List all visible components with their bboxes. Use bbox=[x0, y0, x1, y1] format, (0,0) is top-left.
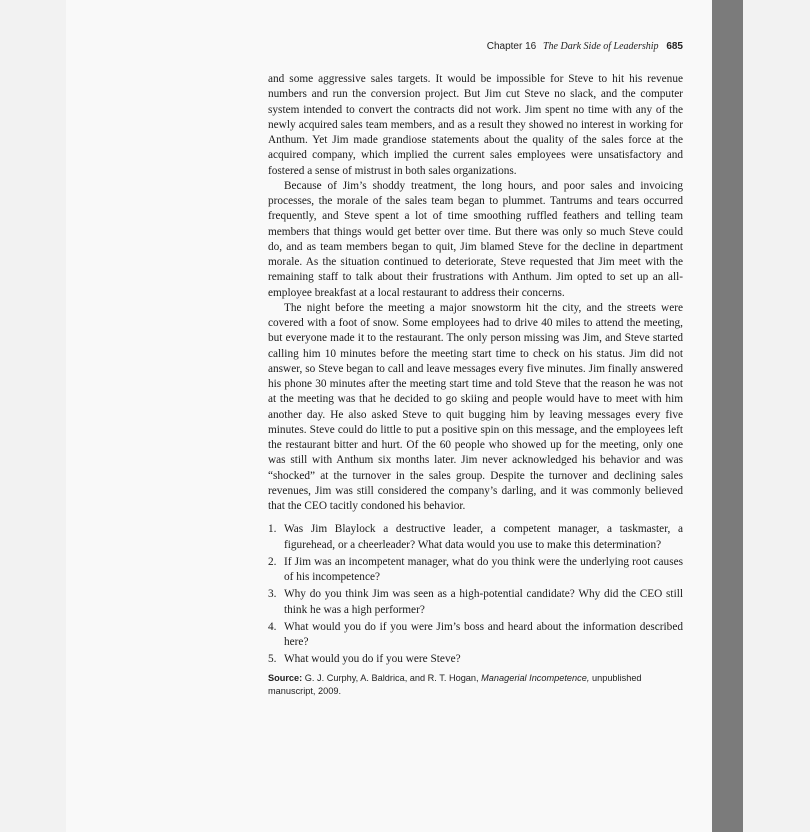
source-label: Source: bbox=[268, 672, 303, 683]
chapter-title: The Dark Side of Leadership bbox=[542, 41, 659, 52]
source-authors: G. J. Curphy, A. Baldrica, and R. T. Hogan, bbox=[304, 672, 479, 683]
question-item bbox=[268, 587, 683, 618]
question-item bbox=[268, 620, 683, 651]
question-number: 3. bbox=[268, 588, 277, 601]
question-item bbox=[268, 652, 683, 667]
question-text: What would you do if you were Steve? bbox=[284, 653, 461, 666]
question-number: 5. bbox=[268, 653, 277, 666]
question-text: Why do you think Jim was seen as a high-potential candidate? Why did the CEO still think he was a high performer? bbox=[284, 588, 683, 616]
question-text: What would you do if you were Jim’s boss and heard about the information described here? bbox=[284, 620, 683, 648]
question-text: Was Jim Blaylock a destructive leader, a competent manager, a taskmaster, a figurehead, or a cheerleader? What data would you use to make this determination? bbox=[284, 523, 683, 551]
chapter-label: Chapter 16 bbox=[486, 41, 537, 52]
page-body bbox=[268, 72, 683, 698]
paragraph: and some aggressive sales targets. It would be impossible for Steve to hit his revenue numbers and run the conversion project. But Jim cut Steve no slack, and the computer system intended to convert the contracts did not work. Jim spent no time with any of the newly acquired sales team members, and as a result they showed no interest in working for Anthum. Yet Jim made grandiose statements about the quality of the sales force at the acquired company, which implied the current sales employees were unsatisfactory and fostered a sense of mistrust in both sales organizations. bbox=[268, 73, 683, 177]
question-number: 2. bbox=[268, 555, 277, 568]
discussion-questions bbox=[268, 522, 683, 667]
paragraph: Because of Jim’s shoddy treatment, the long hours, and poor sales and invoicing processes, the morale of the sales team began to plummet. Tantrums and tears occurred frequently, and Steve spent a lot of time smoothing ruffled feathers and telling team members that things would get better over time. But there was only so much Steve could do, and as team members began to quit, Jim blamed Steve for the decline in department morale. As the situation continued to deteriorate, Steve requested that Jim meet with the remaining staff to talk about their frustrations with Anthum. Jim opted to set up an all-employee breakfast at a local restaurant to address their concerns. bbox=[268, 179, 683, 299]
source-citation bbox=[268, 672, 683, 698]
page-edge-shadow bbox=[712, 0, 743, 832]
running-header bbox=[268, 41, 683, 52]
question-item bbox=[268, 522, 683, 553]
paragraph: The night before the meeting a major snowstorm hit the city, and the streets were covered with a foot of snow. Some employees had to drive 40 miles to attend the meeting, but everyone made it to the restaurant. The only person missing was Jim, and Steve started calling him 10 minutes before the meeting start time to check on his status. Jim did not answer, so Steve began to call and leave messages every five minutes. Jim finally answered his phone 30 minutes after the meeting start time and told Steve that the reason he was not at the meeting was that he decided to go skiing and people would have to meet with him another day. He also asked Steve to quit bugging him by leaving messages every five minutes. Steve could do little to put a positive spin on this message, and the employees left the restaurant bitter and hurt. Of the 60 people who showed up for the meeting, only one was still with Anthum six months later. Jim never acknowledged his behavior and was “shocked” at the turnover in the sales group. Despite the turnover and declining sales revenues, Jim was still considered the company’s darling, and it was commonly believed that the CEO tacitly condoned his behavior. bbox=[268, 301, 683, 512]
question-number: 4. bbox=[268, 620, 277, 633]
question-text: If Jim was an incompetent manager, what do you think were the underlying root causes of his incompetence? bbox=[284, 555, 683, 583]
question-number: 1. bbox=[268, 523, 277, 536]
page-number: 685 bbox=[666, 41, 683, 52]
source-title: Managerial Incompetence, bbox=[481, 672, 590, 683]
question-item bbox=[268, 555, 683, 586]
source-details: unpublished manuscript, 2009. bbox=[268, 672, 642, 696]
